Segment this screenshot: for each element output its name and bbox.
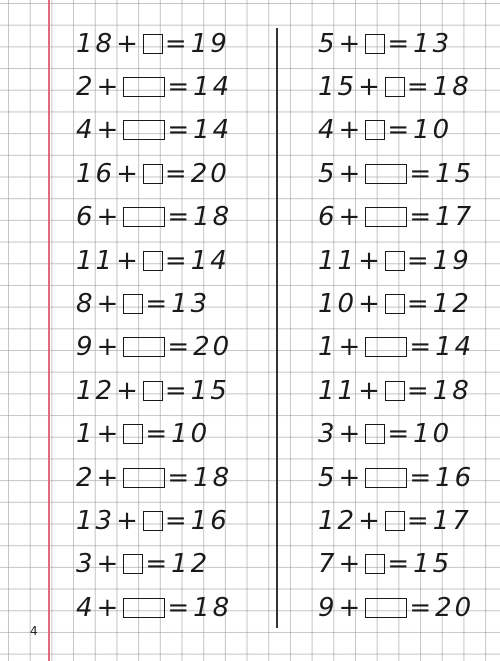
equals-sign: = xyxy=(167,115,193,146)
answer-box[interactable] xyxy=(365,424,385,444)
equals-sign: = xyxy=(409,332,435,363)
sum-result: 19 xyxy=(432,245,472,276)
plus-sign: + xyxy=(338,592,364,623)
plus-sign: + xyxy=(358,375,383,406)
answer-box[interactable] xyxy=(385,251,405,271)
sum-result: 18 xyxy=(432,72,472,103)
equals-sign: = xyxy=(406,505,432,536)
addend: 10 xyxy=(318,289,358,320)
plus-sign: + xyxy=(116,375,141,406)
equation-row xyxy=(76,499,232,542)
addend: 9 xyxy=(318,592,338,623)
equals-sign: = xyxy=(167,202,193,233)
equation-row xyxy=(318,109,474,152)
answer-box[interactable] xyxy=(365,598,407,618)
sum-result: 10 xyxy=(413,115,453,146)
addend: 3 xyxy=(318,419,338,450)
sum-result: 18 xyxy=(432,375,472,406)
addend: 5 xyxy=(318,462,338,493)
plus-sign: + xyxy=(96,72,122,103)
plus-sign: + xyxy=(338,202,364,233)
plus-sign: + xyxy=(116,28,141,59)
plus-sign: + xyxy=(116,158,141,189)
equation-row xyxy=(76,152,232,195)
equation-row xyxy=(76,543,232,586)
equation-row xyxy=(76,413,232,456)
equals-sign: = xyxy=(167,72,193,103)
addend: 3 xyxy=(76,549,96,580)
equation-row xyxy=(318,499,474,542)
answer-box[interactable] xyxy=(123,554,143,574)
answer-box[interactable] xyxy=(365,337,407,357)
equals-sign: = xyxy=(409,158,435,189)
equation-row xyxy=(318,543,474,586)
plus-sign: + xyxy=(338,549,364,580)
equals-sign: = xyxy=(145,419,171,450)
addend: 11 xyxy=(318,375,358,406)
equation-row xyxy=(318,326,474,369)
answer-box[interactable] xyxy=(123,337,165,357)
sum-result: 10 xyxy=(413,419,453,450)
answer-box[interactable] xyxy=(385,381,405,401)
answer-box[interactable] xyxy=(365,34,385,54)
sum-result: 13 xyxy=(171,289,211,320)
equals-sign: = xyxy=(409,202,435,233)
equals-sign: = xyxy=(145,549,171,580)
equation-row xyxy=(318,22,474,65)
addend: 4 xyxy=(76,115,96,146)
equation-row xyxy=(76,65,232,108)
equals-sign: = xyxy=(406,289,432,320)
answer-box[interactable] xyxy=(143,34,163,54)
addend: 6 xyxy=(76,202,96,233)
sum-result: 13 xyxy=(413,28,453,59)
plus-sign: + xyxy=(358,245,383,276)
equals-sign: = xyxy=(387,28,413,59)
equals-sign: = xyxy=(164,245,190,276)
addend: 12 xyxy=(318,505,358,536)
sum-result: 12 xyxy=(432,289,472,320)
equals-sign: = xyxy=(406,375,432,406)
equals-sign: = xyxy=(387,115,413,146)
page-number: 4 xyxy=(30,624,38,638)
equals-sign: = xyxy=(406,72,432,103)
addend: 11 xyxy=(318,245,358,276)
answer-box[interactable] xyxy=(123,294,143,314)
sum-result: 10 xyxy=(171,419,211,450)
plus-sign: + xyxy=(338,462,364,493)
sum-result: 18 xyxy=(193,592,233,623)
sum-result: 15 xyxy=(413,549,453,580)
addend: 4 xyxy=(76,592,96,623)
answer-box[interactable] xyxy=(123,468,165,488)
answer-box[interactable] xyxy=(143,381,163,401)
answer-box[interactable] xyxy=(385,294,405,314)
equation-row xyxy=(318,196,474,239)
addend: 8 xyxy=(76,289,96,320)
equation-row xyxy=(76,196,232,239)
answer-box[interactable] xyxy=(365,164,407,184)
addend: 9 xyxy=(76,332,96,363)
addend: 11 xyxy=(76,245,116,276)
sum-result: 20 xyxy=(435,592,475,623)
sum-result: 17 xyxy=(435,202,475,233)
answer-box[interactable] xyxy=(365,468,407,488)
equation-row xyxy=(318,65,474,108)
addend: 1 xyxy=(318,332,338,363)
answer-box[interactable] xyxy=(123,207,165,227)
equals-sign: = xyxy=(409,462,435,493)
answer-box[interactable] xyxy=(123,77,165,97)
addend: 7 xyxy=(318,549,338,580)
equals-sign: = xyxy=(164,375,190,406)
equals-sign: = xyxy=(164,505,190,536)
equals-sign: = xyxy=(164,28,190,59)
addend: 13 xyxy=(76,505,116,536)
equation-row xyxy=(76,456,232,499)
equation-row xyxy=(318,456,474,499)
plus-sign: + xyxy=(358,72,383,103)
addend: 6 xyxy=(318,202,338,233)
sum-result: 18 xyxy=(193,202,233,233)
equals-sign: = xyxy=(167,332,193,363)
equation-row xyxy=(76,282,232,325)
answer-box[interactable] xyxy=(123,598,165,618)
addend: 5 xyxy=(318,158,338,189)
plus-sign: + xyxy=(358,289,383,320)
equals-sign: = xyxy=(164,158,190,189)
sum-result: 20 xyxy=(193,332,233,363)
plus-sign: + xyxy=(96,419,122,450)
addend: 1 xyxy=(76,419,96,450)
answer-box[interactable] xyxy=(123,120,165,140)
plus-sign: + xyxy=(96,289,122,320)
answer-box[interactable] xyxy=(365,207,407,227)
sum-result: 15 xyxy=(190,375,230,406)
addend: 18 xyxy=(76,28,116,59)
answer-box[interactable] xyxy=(365,120,385,140)
plus-sign: + xyxy=(96,202,122,233)
addend: 15 xyxy=(318,72,358,103)
equation-row xyxy=(318,369,474,412)
answer-box[interactable] xyxy=(365,554,385,574)
sum-result: 17 xyxy=(432,505,472,536)
equals-sign: = xyxy=(167,462,193,493)
answer-box[interactable] xyxy=(385,77,405,97)
plus-sign: + xyxy=(96,549,122,580)
plus-sign: + xyxy=(96,462,122,493)
equation-row xyxy=(318,586,474,629)
equals-sign: = xyxy=(387,549,413,580)
plus-sign: + xyxy=(96,592,122,623)
equation-row xyxy=(76,326,232,369)
plus-sign: + xyxy=(116,505,141,536)
left-equation-column xyxy=(76,22,232,629)
sum-result: 18 xyxy=(193,462,233,493)
addend: 12 xyxy=(76,375,116,406)
sum-result: 14 xyxy=(435,332,475,363)
answer-box[interactable] xyxy=(143,511,163,531)
addend: 5 xyxy=(318,28,338,59)
plus-sign: + xyxy=(338,28,364,59)
column-divider xyxy=(276,28,278,628)
answer-box[interactable] xyxy=(385,511,405,531)
equation-row xyxy=(76,109,232,152)
answer-box[interactable] xyxy=(143,164,163,184)
equation-row xyxy=(76,369,232,412)
sum-result: 14 xyxy=(193,72,233,103)
plus-sign: + xyxy=(96,115,122,146)
sum-result: 12 xyxy=(171,549,211,580)
right-equation-column xyxy=(318,22,474,629)
sum-result: 16 xyxy=(435,462,475,493)
equals-sign: = xyxy=(145,289,171,320)
equals-sign: = xyxy=(409,592,435,623)
addend: 2 xyxy=(76,72,96,103)
addend: 4 xyxy=(318,115,338,146)
plus-sign: + xyxy=(338,115,364,146)
plus-sign: + xyxy=(96,332,122,363)
equation-row xyxy=(76,586,232,629)
equals-sign: = xyxy=(387,419,413,450)
plus-sign: + xyxy=(116,245,141,276)
equation-row xyxy=(76,239,232,282)
plus-sign: + xyxy=(358,505,383,536)
plus-sign: + xyxy=(338,419,364,450)
sum-result: 20 xyxy=(190,158,230,189)
equation-row xyxy=(318,282,474,325)
equation-row xyxy=(76,22,232,65)
equals-sign: = xyxy=(406,245,432,276)
answer-box[interactable] xyxy=(143,251,163,271)
sum-result: 14 xyxy=(193,115,233,146)
answer-box[interactable] xyxy=(123,424,143,444)
plus-sign: + xyxy=(338,332,364,363)
equation-row xyxy=(318,239,474,282)
sum-result: 16 xyxy=(190,505,230,536)
equals-sign: = xyxy=(167,592,193,623)
sum-result: 14 xyxy=(190,245,230,276)
equation-row xyxy=(318,152,474,195)
equation-row xyxy=(318,413,474,456)
plus-sign: + xyxy=(338,158,364,189)
sum-result: 19 xyxy=(190,28,230,59)
sum-result: 15 xyxy=(435,158,475,189)
addend: 16 xyxy=(76,158,116,189)
margin-line xyxy=(48,0,50,661)
addend: 2 xyxy=(76,462,96,493)
